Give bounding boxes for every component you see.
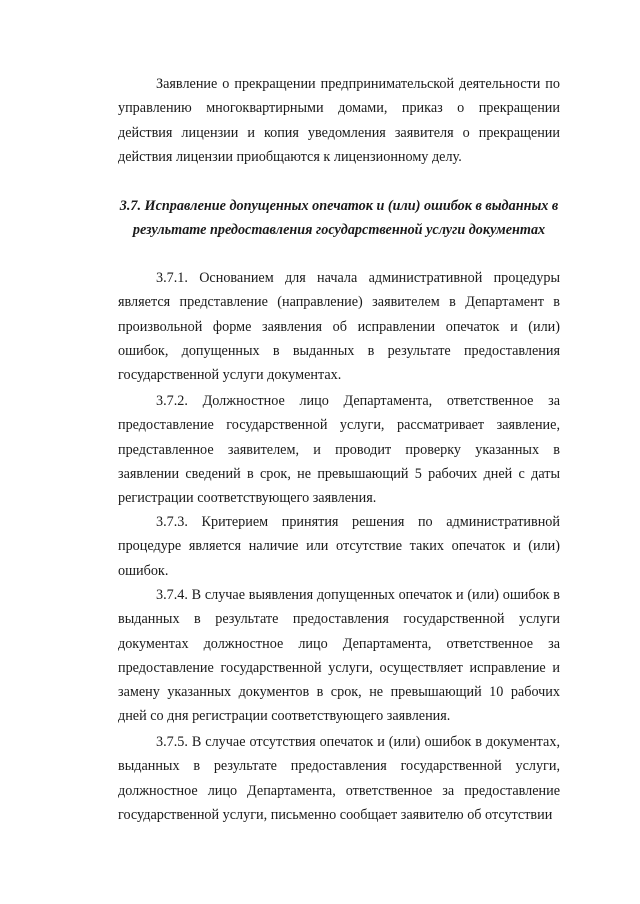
paragraph-3-7-1: 3.7.1. Основанием для начала административной процедуры является представление (направление) заявителем в Департамент в произвольной форме заявления об исправлении опечаток и (или) ошибок, допущенных в выданных в результате предоставления государственной услуги документах. xyxy=(118,270,560,384)
paragraph-3-7-5: 3.7.5. В случае отсутствия опечаток и (или) ошибок в документах, выданных в результате предоставления государственной услуги, должностное лицо Департамента, ответственное за предоставление государственной услуги, письменно сообщает заявителю об отсутствии xyxy=(118,734,560,823)
paragraph-3-7-2: 3.7.2. Должностное лицо Департамента, ответственное за предоставление государственной услуги, рассматривает заявление, представленное заявителем, и проводит проверку указанных в заявлении сведений в срок, не превышающий 5 рабочих дней с даты регистрации соответствующего заявления. xyxy=(118,393,560,507)
paragraph-3-7-3: 3.7.3. Критерием принятия решения по административной процедуре является наличие или отсутствие таких опечаток и (или) ошибок. xyxy=(118,514,560,579)
section-heading-3-7: 3.7. Исправление допущенных опечаток и (или) ошибок в выданных в результате предоставления государственной услуги документах xyxy=(119,198,559,239)
intro-paragraph: Заявление о прекращении предпринимательской деятельности по управлению многоквартирными домами, приказ о прекращении действия лицензии и копия уведомления заявителя о прекращении действия лицензии приобщаются к лицензионному делу. xyxy=(118,76,560,165)
paragraph-3-7-4: 3.7.4. В случае выявления допущенных опечаток и (или) ошибок в выданных в результате предоставления государственной услуги документах должностное лицо Департамента, ответственное за предоставление государственной услуги, осуществляет исправление и замену указанных документов в срок, не превышающий 10 рабочих дней со дня регистрации соответствующего заявления. xyxy=(118,587,560,725)
